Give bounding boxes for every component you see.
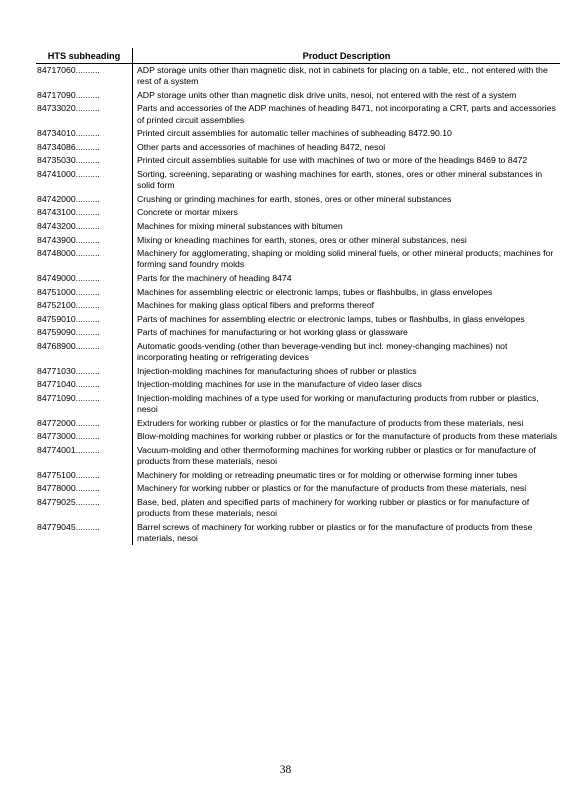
hts-code: 84741000 bbox=[37, 168, 76, 179]
dot-leader: .......... bbox=[75, 65, 100, 75]
hts-code-cell bbox=[36, 313, 133, 327]
hts-code: 84774001 bbox=[37, 444, 76, 455]
product-description: Machinery for working rubber or plastics or for the manufacture of products from these materials, nesi bbox=[137, 483, 527, 494]
product-description: Base, bed, platen and specified parts of machinery for working rubber or plastics or for manufacture of products from these materials, nesoi bbox=[137, 496, 530, 519]
table-row bbox=[36, 234, 560, 248]
dot-leader: .......... bbox=[75, 128, 100, 139]
hts-code: 84733020 bbox=[37, 103, 76, 114]
hts-code-cell bbox=[36, 469, 133, 483]
product-description: Crushing or grinding machines for earth, stones, ores or other mineral substances bbox=[137, 193, 452, 204]
table-row bbox=[36, 220, 560, 234]
table-row bbox=[36, 286, 560, 300]
table-row bbox=[36, 365, 560, 379]
hts-code: 84768900 bbox=[37, 340, 76, 351]
hts-code: 84749000 bbox=[37, 272, 76, 283]
table-row bbox=[36, 340, 560, 365]
hts-code: 84759010 bbox=[37, 313, 76, 324]
hts-code-cell bbox=[36, 89, 133, 103]
product-description: Sorting, screening, separating or washing machines for earth, stones, ores or other mineral substances in solid form bbox=[137, 168, 543, 191]
dot-leader: .......... bbox=[75, 89, 100, 100]
hts-code-cell bbox=[36, 102, 133, 127]
dot-leader: .......... bbox=[75, 496, 100, 507]
hts-code-cell bbox=[36, 378, 133, 392]
hts-code-cell bbox=[36, 286, 133, 300]
dot-leader: .......... bbox=[75, 103, 100, 114]
table-row bbox=[36, 313, 560, 327]
hts-code-cell bbox=[36, 444, 133, 469]
product-description: Machines for assembling electric or electronic lamps, tubes or flashbulbs, in glass envelopes bbox=[137, 286, 493, 297]
hts-code: 84734010 bbox=[37, 128, 76, 139]
dot-leader: .......... bbox=[75, 469, 100, 480]
hts-code-cell bbox=[36, 299, 133, 313]
hts-code: 84759090 bbox=[37, 327, 76, 338]
product-description: Parts of machines for manufacturing or hot working glass or glassware bbox=[137, 327, 408, 338]
hts-code: 84778000 bbox=[37, 483, 76, 494]
hts-code-cell bbox=[36, 193, 133, 207]
hts-code-cell bbox=[36, 392, 133, 417]
product-description: Injection-molding machines for manufacturing shoes of rubber or plastics bbox=[137, 365, 417, 376]
product-description: Printed circuit assemblies suitable for use with machines of two or more of the headings 8469 to 8472 bbox=[137, 155, 528, 166]
table-row bbox=[36, 444, 560, 469]
table-row bbox=[36, 193, 560, 207]
dot-leader: .......... bbox=[75, 286, 100, 297]
table-row bbox=[36, 89, 560, 103]
dot-leader: .......... bbox=[75, 313, 100, 324]
hts-code-cell bbox=[36, 430, 133, 444]
product-description: Machines for mixing mineral substances with bitumen bbox=[137, 220, 343, 231]
table-row bbox=[36, 430, 560, 444]
hts-code-cell bbox=[36, 365, 133, 379]
dot-leader: .......... bbox=[75, 365, 100, 376]
page-number: 38 bbox=[279, 764, 292, 776]
dot-leader: .......... bbox=[75, 234, 100, 245]
table-row bbox=[36, 102, 560, 127]
dot-leader: .......... bbox=[75, 300, 100, 311]
hts-code-cell bbox=[36, 168, 133, 193]
dot-leader: .......... bbox=[75, 379, 100, 390]
hts-code-cell bbox=[36, 247, 133, 272]
hts-code: 84752100 bbox=[37, 300, 76, 311]
dot-leader: .......... bbox=[75, 431, 100, 442]
product-description: Barrel screws of machinery for working rubber or plastics or for the manufacture of products from these materials, nesoi bbox=[137, 521, 533, 543]
product-description: Parts and accessories of the ADP machines of heading 8471, not incorporating a CRT, parts and accessories of printed circuit assemblies bbox=[137, 103, 556, 125]
table-row bbox=[36, 417, 560, 431]
dot-leader: .......... bbox=[75, 272, 100, 283]
table-row bbox=[36, 469, 560, 483]
table-row bbox=[36, 154, 560, 168]
hts-code: 84717060 bbox=[37, 65, 76, 75]
product-description: Mixing or kneading machines for earth, stones, ores or other mineral substances, nesi bbox=[137, 234, 467, 245]
table-row bbox=[36, 168, 560, 193]
table-row bbox=[36, 378, 560, 392]
hts-code: 84743100 bbox=[37, 207, 76, 218]
hts-code-cell bbox=[36, 521, 133, 546]
product-description: Automatic goods-vending (other than beverage-vending but incl. money-changing machines) not incorporating heating or refrigerating devices bbox=[137, 340, 508, 363]
hts-code: 84717090 bbox=[37, 89, 76, 100]
hts-code: 84743200 bbox=[37, 220, 76, 231]
hts-code: 84779045 bbox=[37, 521, 76, 532]
dot-leader: .......... bbox=[75, 417, 100, 428]
table-row bbox=[36, 392, 560, 417]
dot-leader: .......... bbox=[75, 521, 100, 532]
table-row bbox=[36, 127, 560, 141]
hts-code-cell bbox=[36, 417, 133, 431]
table-row bbox=[36, 141, 560, 155]
dot-leader: .......... bbox=[75, 155, 100, 166]
product-description: Vacuum-molding and other thermoforming machines for working rubber or plastics or for manufacture of products from these materials, nesoi bbox=[137, 444, 536, 467]
dot-leader: .......... bbox=[75, 327, 100, 338]
hts-code: 84771040 bbox=[37, 379, 76, 390]
dot-leader: .......... bbox=[75, 392, 100, 403]
product-description: Concrete or mortar mixers bbox=[137, 207, 238, 218]
product-description: ADP storage units other than magnetic disk, not in cabinets for placing on a table, etc., not entered with the rest of a system bbox=[137, 65, 548, 87]
product-description: Injection-molding machines for use in the manufacture of video laser discs bbox=[137, 379, 422, 390]
product-description: Machines for making glass optical fibers and preforms thereof bbox=[137, 300, 375, 311]
hts-code: 84772000 bbox=[37, 417, 76, 428]
product-description: Machinery for agglomerating, shaping or molding solid mineral fuels, or other mineral products; machines for forming sand foundry molds bbox=[137, 248, 554, 270]
hts-code: 84735030 bbox=[37, 155, 76, 166]
hts-code-cell bbox=[36, 127, 133, 141]
product-description: Parts of machines for assembling electric or electronic lamps, tubes or flashbulbs, in glass envelopes bbox=[137, 313, 525, 324]
hts-code: 84775100 bbox=[37, 469, 76, 480]
hts-code: 84751000 bbox=[37, 286, 76, 297]
hts-code: 84743900 bbox=[37, 234, 76, 245]
dot-leader: .......... bbox=[75, 207, 100, 218]
table-row bbox=[36, 521, 560, 546]
dot-leader: .......... bbox=[75, 340, 100, 351]
hts-code-cell bbox=[36, 272, 133, 286]
dot-leader: .......... bbox=[75, 483, 100, 494]
column-header-hts-subheading: HTS subheading bbox=[36, 48, 133, 64]
hts-code-cell bbox=[36, 482, 133, 496]
product-description: Extruders for working rubber or plastics or for the manufacture of products from these materials, nesi bbox=[137, 417, 524, 428]
hts-code-cell bbox=[36, 154, 133, 168]
table-row bbox=[36, 326, 560, 340]
table-row bbox=[36, 299, 560, 313]
product-description: Blow-molding machines for working rubber or plastics or for the manufacture of products from these materials bbox=[137, 431, 558, 442]
hts-code-cell bbox=[36, 340, 133, 365]
hts-code: 84748000 bbox=[37, 248, 76, 259]
hts-code-cell bbox=[36, 206, 133, 220]
column-header-product-description: Product Description bbox=[133, 48, 561, 64]
table-row bbox=[36, 496, 560, 521]
table-row bbox=[36, 272, 560, 286]
table-row bbox=[36, 64, 560, 89]
hts-code: 84773000 bbox=[37, 431, 76, 442]
dot-leader: .......... bbox=[75, 248, 100, 259]
table-row bbox=[36, 247, 560, 272]
product-description: Parts for the machinery of heading 8474 bbox=[137, 272, 292, 283]
hts-code: 84779025 bbox=[37, 496, 76, 507]
product-description: Machinery for molding or retreading pneumatic tires or for molding or otherwise forming inner tubes bbox=[137, 469, 518, 480]
hts-code: 84742000 bbox=[37, 193, 76, 204]
hts-code: 84734086 bbox=[37, 141, 76, 152]
dot-leader: .......... bbox=[75, 220, 100, 231]
table-row bbox=[36, 482, 560, 496]
product-description: ADP storage units other than magnetic disk drive units, nesoi, not entered with the rest of a system bbox=[137, 89, 517, 100]
dot-leader: .......... bbox=[75, 141, 100, 152]
hts-code-cell bbox=[36, 234, 133, 248]
dot-leader: .......... bbox=[75, 193, 100, 204]
hts-code-cell bbox=[36, 64, 133, 89]
hts-code: 84771030 bbox=[37, 365, 76, 376]
hts-code-cell bbox=[36, 326, 133, 340]
hts-code: 84771090 bbox=[37, 392, 76, 403]
document-page bbox=[36, 48, 560, 545]
product-description: Other parts and accessories of machines of heading 8472, nesoi bbox=[137, 141, 386, 152]
hts-code-cell bbox=[36, 141, 133, 155]
hts-table bbox=[36, 48, 560, 545]
dot-leader: .......... bbox=[75, 444, 100, 455]
table-body bbox=[36, 64, 560, 546]
hts-code-cell bbox=[36, 220, 133, 234]
product-description: Printed circuit assemblies for automatic teller machines of subheading 8472.90.10 bbox=[137, 128, 452, 139]
product-description: Injection-molding machines of a type used for working or manufacturing products from rubber or plastics, nesoi bbox=[137, 392, 539, 415]
dot-leader: .......... bbox=[75, 168, 100, 179]
table-header-row bbox=[36, 48, 560, 64]
hts-code-cell bbox=[36, 496, 133, 521]
table-row bbox=[36, 206, 560, 220]
